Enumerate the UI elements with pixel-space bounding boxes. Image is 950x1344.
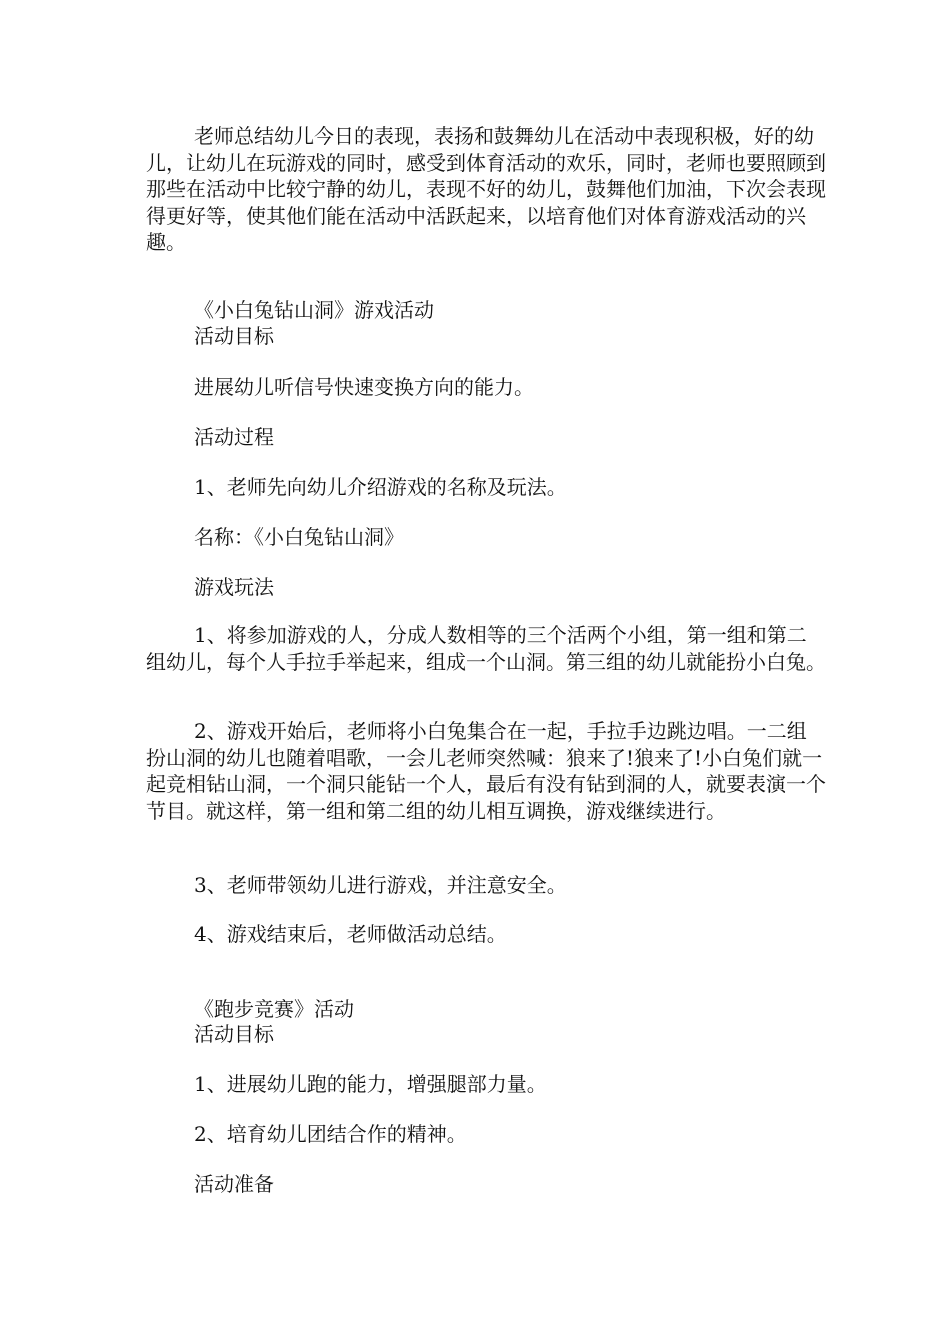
section2-goal-heading: 活动目标	[194, 1022, 274, 1046]
section1-process-heading: 活动过程	[194, 425, 274, 449]
section1-rules-heading: 游戏玩法	[194, 575, 274, 599]
section2-goal1: 1、进展幼儿跑的能力，增强腿部力量。	[194, 1072, 547, 1096]
section1-rule2: 2、游戏开始后，老师将小白兔集合在一起，手拉手边跳边唱。一二组扮山洞的幼儿也随着唱歌，一会儿老师突然喊：狼来了!狼来了!小白兔们就一起竞相钻山洞，一个洞只能钻一个人，最后有没有钻到洞的人，就要表演一个节目。就这样，第一组和第二组的幼儿相互调换，游戏继续进行。	[146, 719, 826, 823]
section2-title: 《跑步竞赛》活动	[194, 997, 354, 1021]
section1-title: 《小白兔钻山洞》游戏活动	[194, 298, 434, 322]
section2-goal2: 2、培育幼儿团结合作的精神。	[194, 1122, 467, 1146]
section1-step1: 1、老师先向幼儿介绍游戏的名称及玩法。	[194, 475, 567, 499]
section1-step3: 3、老师带领幼儿进行游戏，并注意安全。	[194, 873, 567, 897]
section1-rule1: 1、将参加游戏的人，分成人数相等的三个活两个小组，第一组和第二组幼儿，每个人手拉手举起来，组成一个山洞。第三组的幼儿就能扮小白兔。	[146, 623, 826, 674]
section1-goal-text: 进展幼儿听信号快速变换方向的能力。	[194, 375, 534, 399]
section1-step4: 4、游戏结束后，老师做活动总结。	[194, 922, 507, 946]
section1-goal-heading: 活动目标	[194, 324, 274, 348]
section2-prep-heading: 活动准备	[194, 1172, 274, 1196]
intro-paragraph: 老师总结幼儿今日的表现，表扬和鼓舞幼儿在活动中表现积极，好的幼儿，让幼儿在玩游戏的同时，感受到体育活动的欢乐，同时，老师也要照顾到那些在活动中比较宁静的幼儿，表现不好的幼儿，鼓舞他们加油，下次会表现得更好等，使其他们能在活动中活跃起来，以培育他们对体育游戏活动的兴趣。	[146, 124, 826, 254]
section1-name-line: 名称：《小白兔钻山洞》	[194, 525, 404, 549]
